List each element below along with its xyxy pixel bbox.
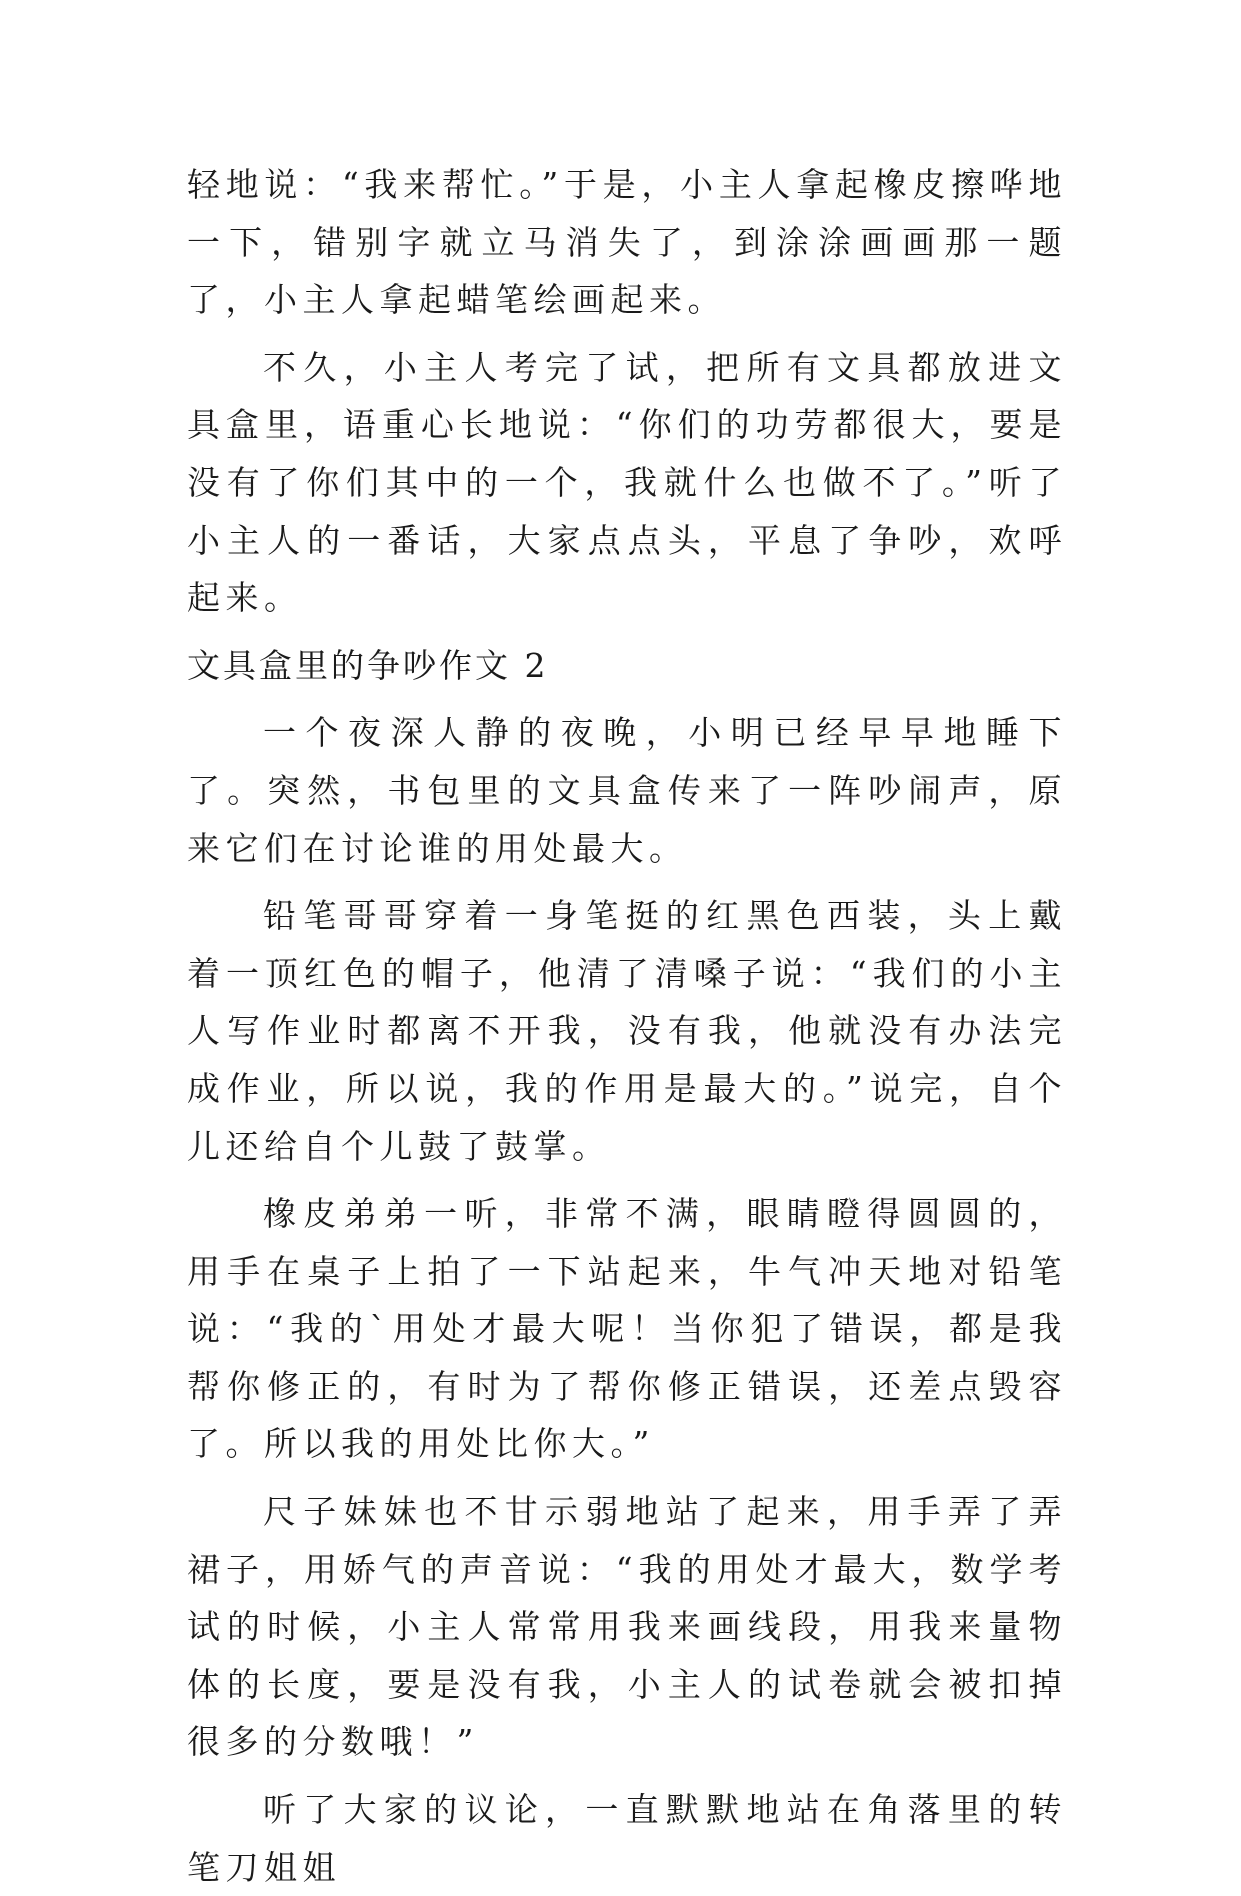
paragraph: 尺子妹妹也不甘示弱地站了起来，用手弄了弄裙子，用娇气的声音说：“我的用处才最大，数学考试的时候，小主人常常用我来画线段，用我来量物体的长度，要是没有我，小主人的试卷就会被扣掉很多的分数哦！”: [187, 1492, 1067, 1762]
section-heading: 文具盒里的争吵作文 2: [187, 645, 549, 685]
paragraph-continued: 轻地说：“我来帮忙。”于是，小主人拿起橡皮擦哗地一下，错别字就立马消失了，到涂涂画画那一题了，小主人拿起蜡笔绘画起来。: [187, 165, 1067, 320]
paragraph: 不久，小主人考完了试，把所有文具都放进文具盒里，语重心长地说：“你们的功劳都很大，要是没有了你们其中的一个，我就什么也做不了。”听了小主人的一番话，大家点点头，平息了争吵，欢呼起来。: [187, 347, 1067, 618]
paragraph: 橡皮弟弟一听，非常不满，眼睛瞪得圆圆的，用手在桌子上拍了一下站起来，牛气冲天地对铅笔说：“我的`用处才最大呢！当你犯了错误，都是我帮你修正的，有时为了帮你修正错误，还差点毁容了。所以我的用处比你大。”: [187, 1194, 1067, 1464]
document-body: [187, 156, 1067, 1896]
paragraph: 听了大家的议论，一直默默地站在角落里的转笔刀姐姐: [187, 1790, 1067, 1887]
paragraph: 铅笔哥哥穿着一身笔挺的红黑色西装，头上戴着一顶红色的帽子，他清了清嗓子说：“我们的小主人写作业时都离不开我，没有我，他就没有办法完成作业，所以说，我的作用是最大的。”说完，自个儿还给自个儿鼓了鼓掌。: [187, 896, 1067, 1166]
paragraph: 一个夜深人静的夜晚，小明已经早早地睡下了。突然，书包里的文具盒传来了一阵吵闹声，原来它们在讨论谁的用处最大。: [187, 713, 1067, 868]
